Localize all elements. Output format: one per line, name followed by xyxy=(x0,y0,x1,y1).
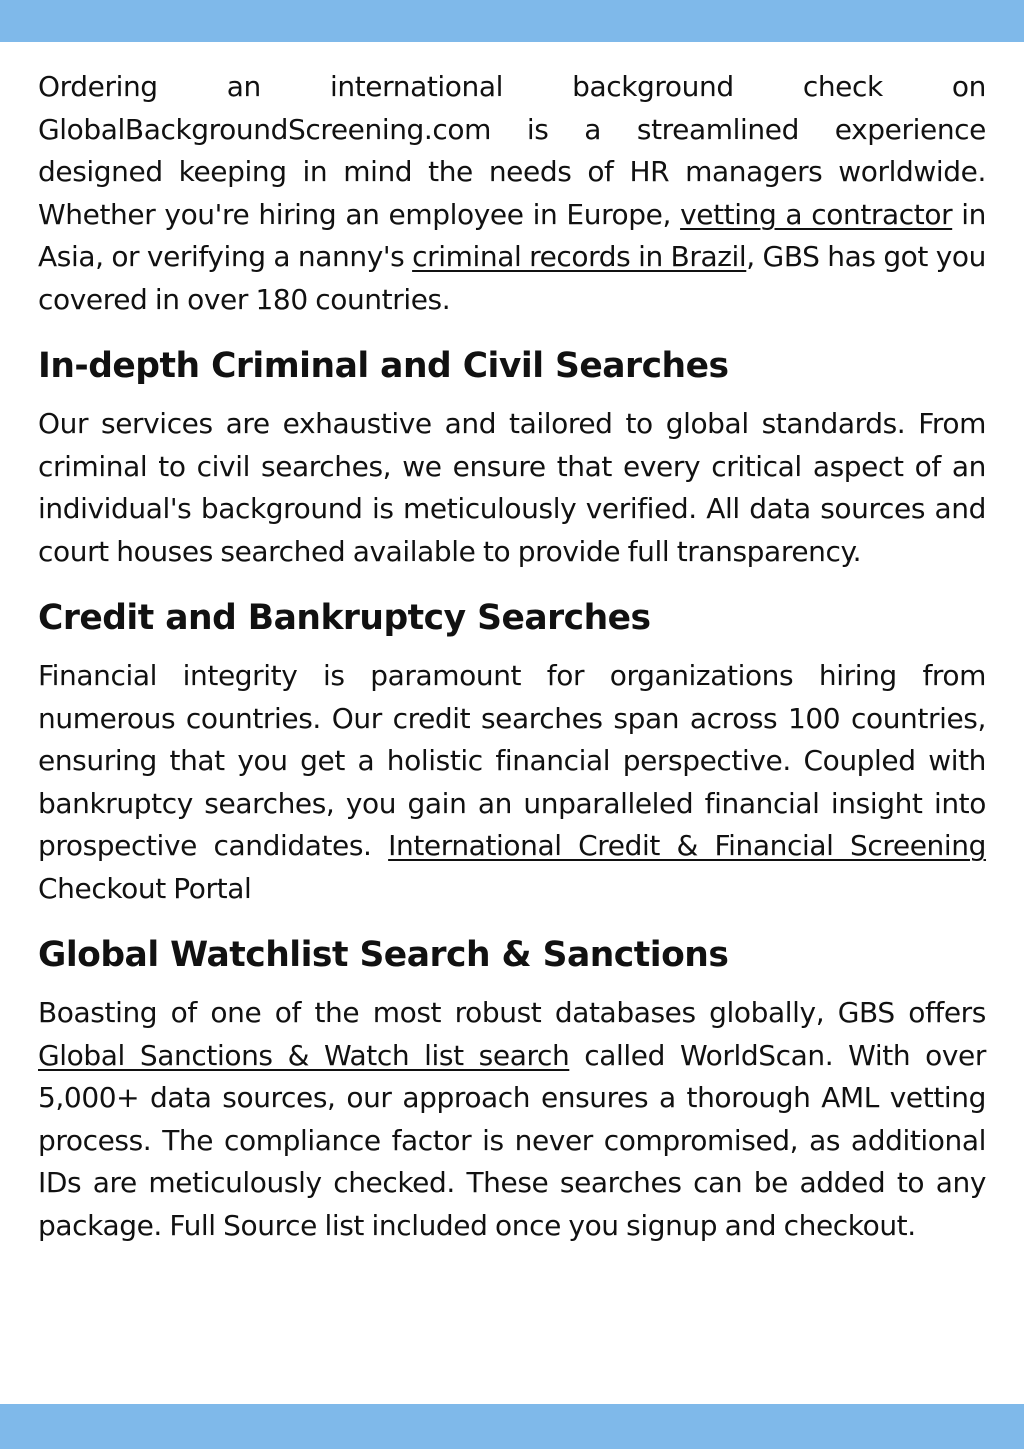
credit-text-1: Financial integrity is paramount for organizations hiring from numerous countries. Our credit searches span across 100 countries, ensuring that you get a holistic financial perspective. Coupled with bankruptcy searches, you gain an unparalleled financial insight into prospective candidates. xyxy=(38,659,986,862)
intro-text-2: in Asia, or verifying a nanny's xyxy=(38,197,986,273)
watchlist-sanctions-paragraph xyxy=(38,992,986,1247)
watchlist-text-1: Boasting of one of the most robust databases globally, GBS offers xyxy=(38,996,986,1029)
criminal-civil-paragraph: Our services are exhaustive and tailored to global standards. From criminal to civil searches, we ensure that every critical aspect of an individual's background is meticulously verified. All data sources and court houses searched available to provide full transparency. xyxy=(38,407,986,568)
top-banner-bar xyxy=(0,0,1024,42)
credit-text-2: Checkout Portal xyxy=(38,871,252,905)
intro-text-3: , GBS has got you covered in over 180 countries. xyxy=(38,240,986,316)
global-sanctions-watchlist-link[interactable]: Global Sanctions & Watch list search xyxy=(38,1038,570,1072)
vetting-contractor-link[interactable]: vetting a contractor xyxy=(680,197,953,231)
watchlist-sanctions-heading: Global Watchlist Search & Sanctions xyxy=(38,935,729,975)
watchlist-text-2: called WorldScan. With over 5,000+ data sources, our approach ensures a thorough AML vetting process. The compliance factor is never compromised, as additional IDs are meticulously checked. These searches can be added to any package. Full Source list included once you signup and checkout. xyxy=(38,1038,986,1242)
credit-bankruptcy-paragraph xyxy=(38,655,986,910)
document-content xyxy=(38,66,986,1247)
criminal-records-brazil-link[interactable]: criminal records in Brazil xyxy=(412,240,747,273)
international-credit-screening-link[interactable]: International Credit & Financial Screening xyxy=(388,829,987,862)
intro-text-1: Ordering an international background check on GlobalBackgroundScreening.com is a streamlined experience designed keeping in mind the needs of HR managers worldwide. Whether you're hiring an employee in Europe, xyxy=(38,70,986,231)
bottom-banner-bar xyxy=(0,1404,1024,1449)
criminal-civil-heading: In-depth Criminal and Civil Searches xyxy=(38,346,729,386)
intro-paragraph xyxy=(38,66,986,321)
credit-bankruptcy-heading: Credit and Bankruptcy Searches xyxy=(38,598,651,638)
